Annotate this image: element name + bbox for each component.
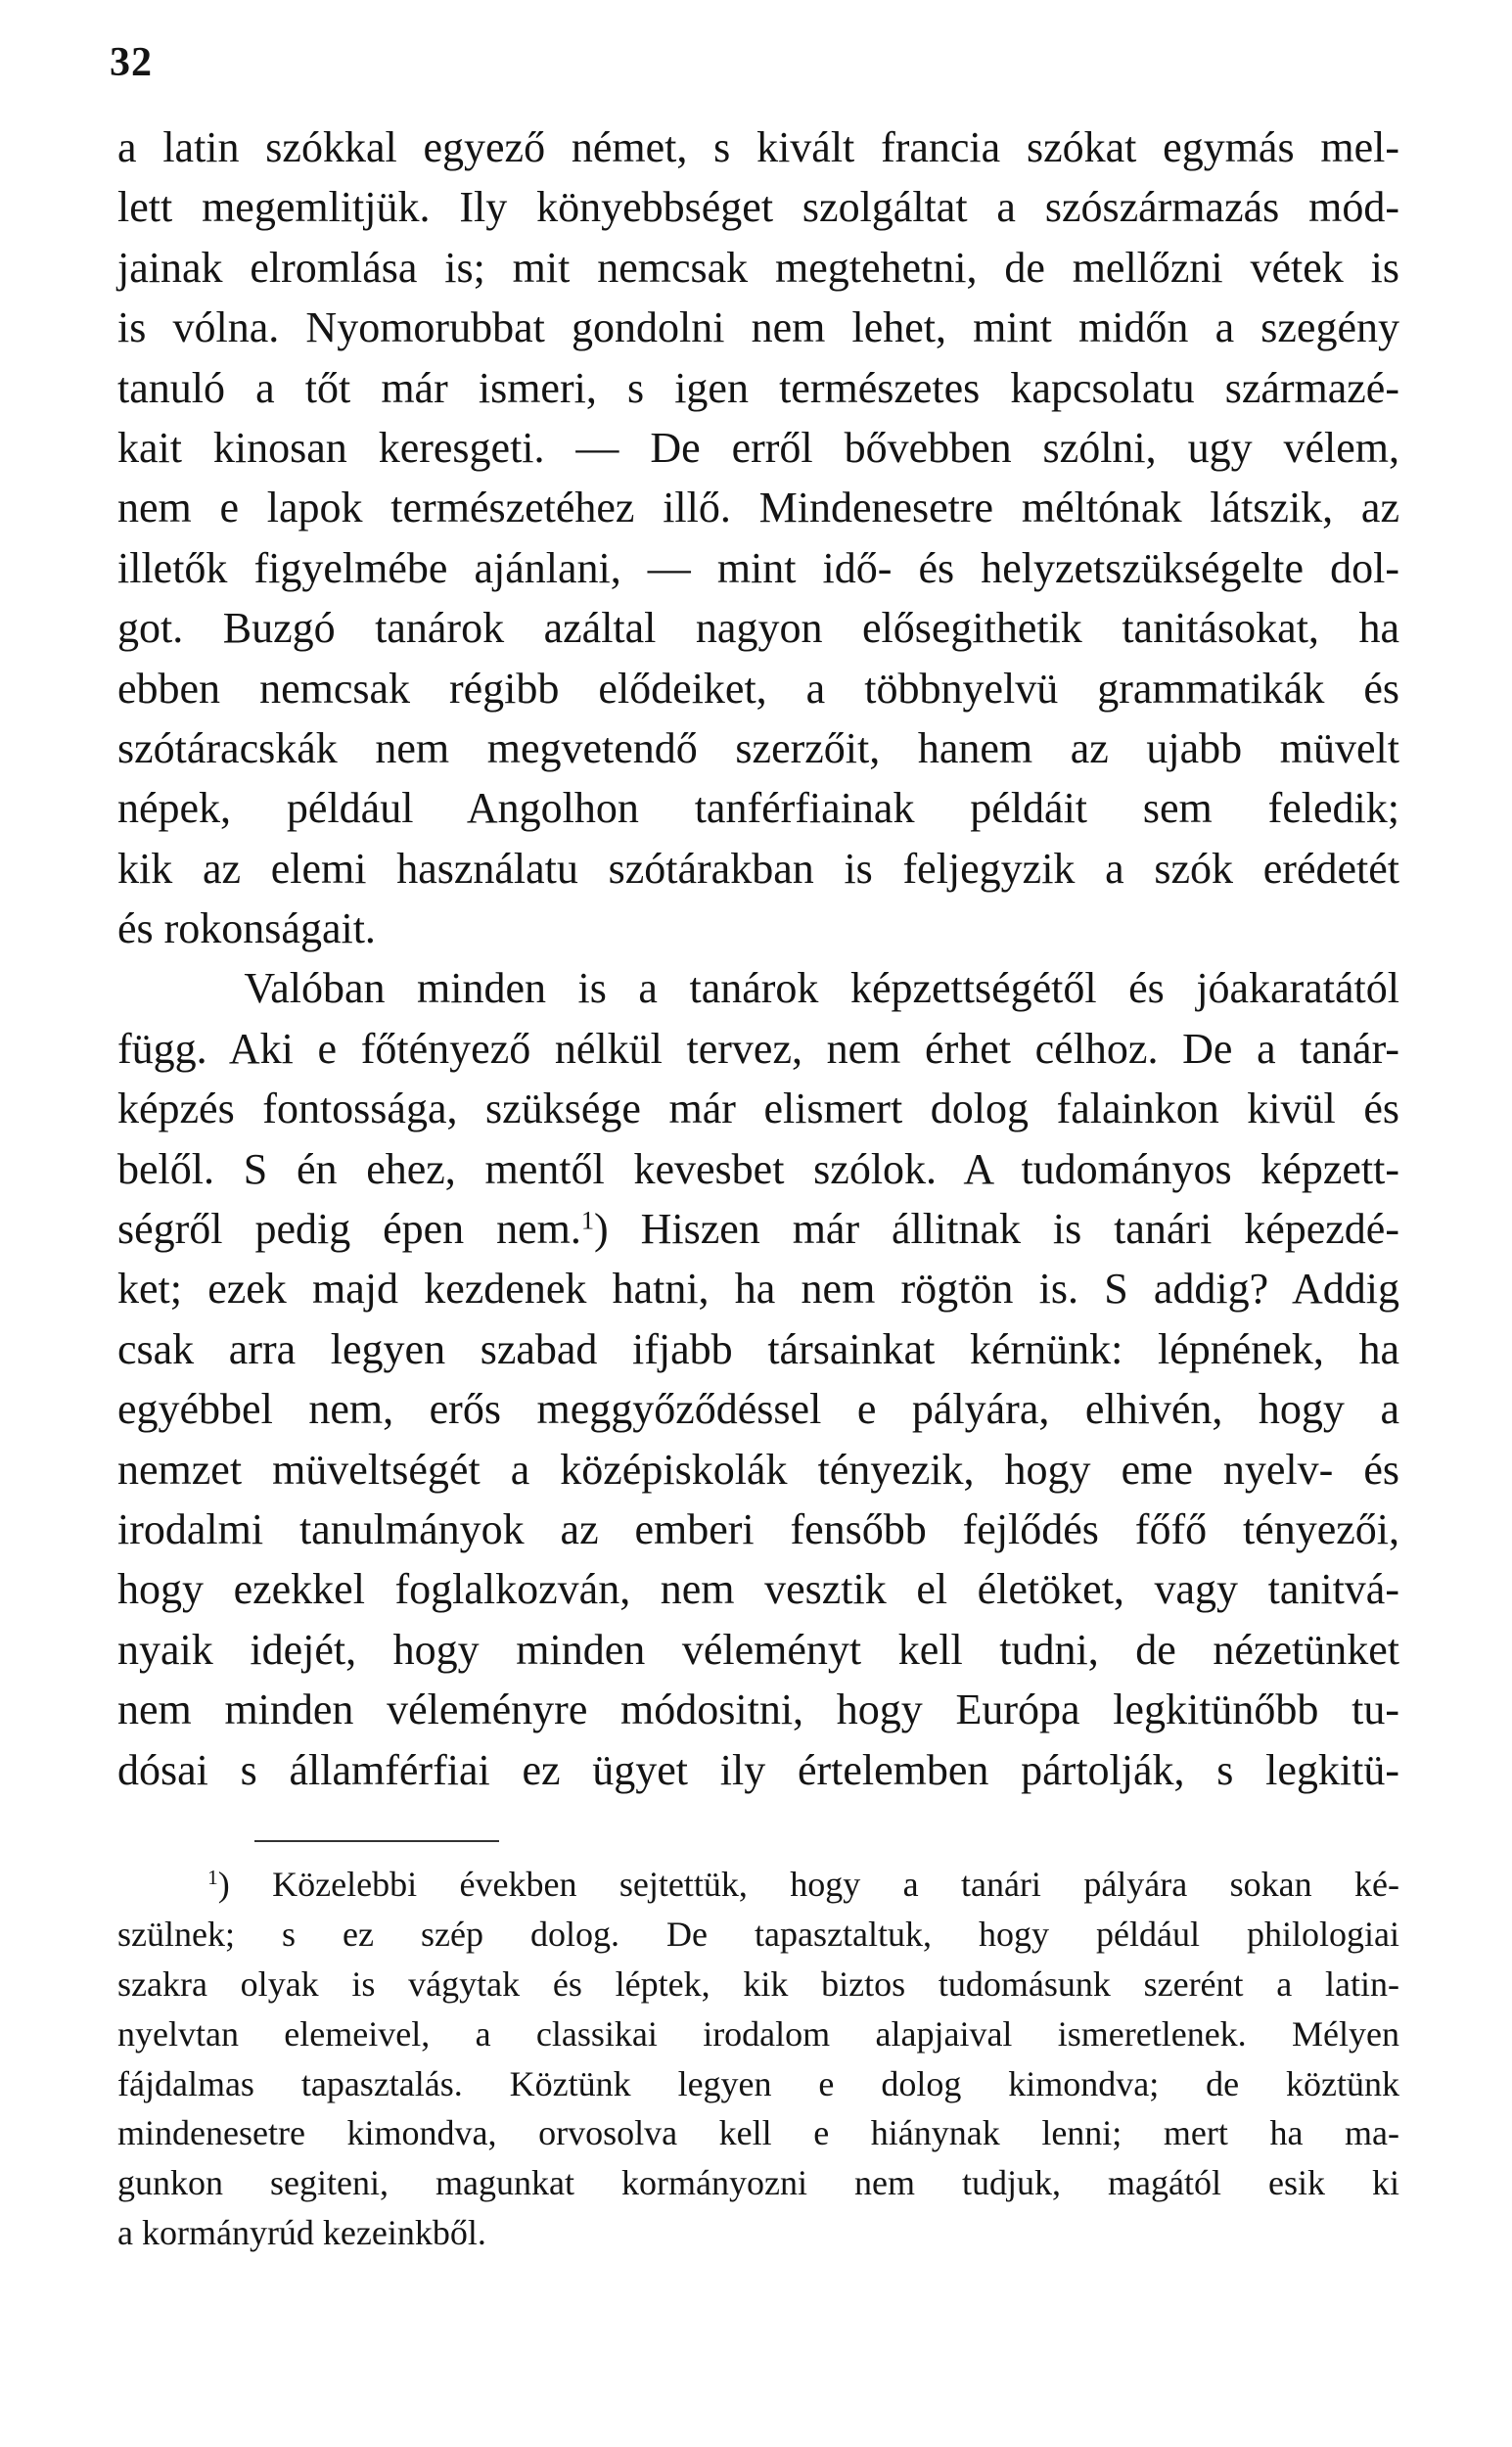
main-text <box>117 117 1399 1800</box>
text-line-with-footnote-ref <box>117 1199 1399 1259</box>
text-line: csak arra legyen szabad ifjabb társainkat kérnünk: lépnének, ha <box>117 1324 1399 1373</box>
page-number: 32 <box>110 40 153 85</box>
footnote-line: szülnek; s ez szép dolog. De tapasztaltuk, hogy például philologiai <box>117 1914 1399 1954</box>
footnote-separator <box>254 1840 499 1842</box>
footnote-line: gunkon segiteni, magunkat kormányozni nem tudjuk, magától esik ki <box>117 2163 1399 2203</box>
text-line: is vólna. Nyomorubbat gondolni nem lehet, mint midőn a szegény <box>117 303 1399 352</box>
footnote-line: nyelvtan elemeivel, a classikai irodalom alapjaival ismeretlenek. Mélyen <box>117 2013 1399 2054</box>
text-line: függ. Aki e főtényező nélkül tervez, nem érhet célhoz. De a tanár- <box>117 1024 1399 1073</box>
text-line: lett megemlitjük. Ily könyebbséget szolgáltat a szószármazás mód- <box>117 183 1399 232</box>
footnote-line: fájdalmas tapasztalás. Köztünk legyen e dolog kimondva; de köztünk <box>117 2063 1399 2103</box>
text-line: népek, például Angolhon tanférfiainak példáit sem feledik; <box>117 784 1399 833</box>
text-line: szótáracskák nem megvetendő szerzőit, hanem az ujabb müvelt <box>117 723 1399 772</box>
footnote-fragment: ) Közelebbi években sejtettük, hogy a tanári pályára sokan ké- <box>217 1865 1399 1904</box>
text-line: got. Buzgó tanárok azáltal nagyon elősegithetik tanitásokat, ha <box>117 604 1399 653</box>
text-line: nem minden véleményre módositni, hogy Európa legkitünőbb tu- <box>117 1685 1399 1734</box>
text-line: hogy ezekkel foglalkozván, nem vesztik el életöket, vagy tanitvá- <box>117 1565 1399 1614</box>
text-line: tanuló a tőt már ismeri, s igen természetes kapcsolatu származé- <box>117 363 1399 412</box>
text-line: illetők figyelmébe ajánlani, — mint idő- és helyzetszükségelte dol- <box>117 543 1399 592</box>
footnote-line: szakra olyak is vágytak és léptek, kik biztos tudomásunk szerént a latin- <box>117 1963 1399 2004</box>
footnote <box>117 1860 1399 2258</box>
text-line: dósai s államférfiai ez ügyet ily értelemben pártolják, s legkitü- <box>117 1745 1399 1794</box>
text-line: irodalmi tanulmányok az emberi fensőbb fejlődés főfő tényezői, <box>117 1504 1399 1553</box>
text-line: a latin szókkal egyező német, s kivált francia szókat egymás mel- <box>117 123 1399 171</box>
text-line: ket; ezek majd kezdenek hatni, ha nem rögtön is. S addig? Addig <box>117 1265 1399 1314</box>
text-line: nemzet müveltségét a középiskolák tényezik, hogy eme nyelv- és <box>117 1445 1399 1494</box>
footnote-marker: 1 <box>207 1866 218 1890</box>
footnote-line <box>117 1860 1399 1910</box>
footnote-line: mindenesetre kimondva, orvosolva kell e hiánynak lenni; mert ha ma- <box>117 2113 1399 2153</box>
text-fragment: ) Hiszen már állitnak is tanári képezdé- <box>594 1205 1399 1254</box>
text-line: Valóban minden is a tanárok képzettségétől és jóakaratától <box>117 964 1399 1013</box>
text-line: képzés fontossága, szüksége már elismert dolog falainkon kivül és <box>117 1085 1399 1133</box>
text-line: belől. S én ehez, mentől kevesbet szólok. A tudományos képzett- <box>117 1144 1399 1193</box>
text-fragment: ségről pedig épen nem. <box>117 1205 581 1254</box>
footnote-line: a kormányrúd kezeinkből. <box>117 2213 486 2253</box>
text-line: nyaik idejét, hogy minden véleményt kell tudni, de nézetünket <box>117 1625 1399 1674</box>
text-line: jainak elromlása is; mit nemcsak megtehetni, de mellőzni vétek is <box>117 243 1399 292</box>
text-line: egyébbel nem, erős meggyőződéssel e pályára, elhivén, hogy a <box>117 1385 1399 1434</box>
text-line: kait kinosan keresgeti. — De erről bővebben szólni, ugy vélem, <box>117 423 1399 472</box>
text-line: nem e lapok természetéhez illő. Mindenesetre méltónak látszik, az <box>117 484 1399 532</box>
text-line: ebben nemcsak régibb elődeiket, a többnyelvü grammatikák és <box>117 664 1399 713</box>
footnote-reference: 1 <box>580 1205 595 1235</box>
text-line: kik az elemi használatu szótárakban is feljegyzik a szók erédetét <box>117 844 1399 893</box>
text-line: és rokonságait. <box>117 904 376 953</box>
